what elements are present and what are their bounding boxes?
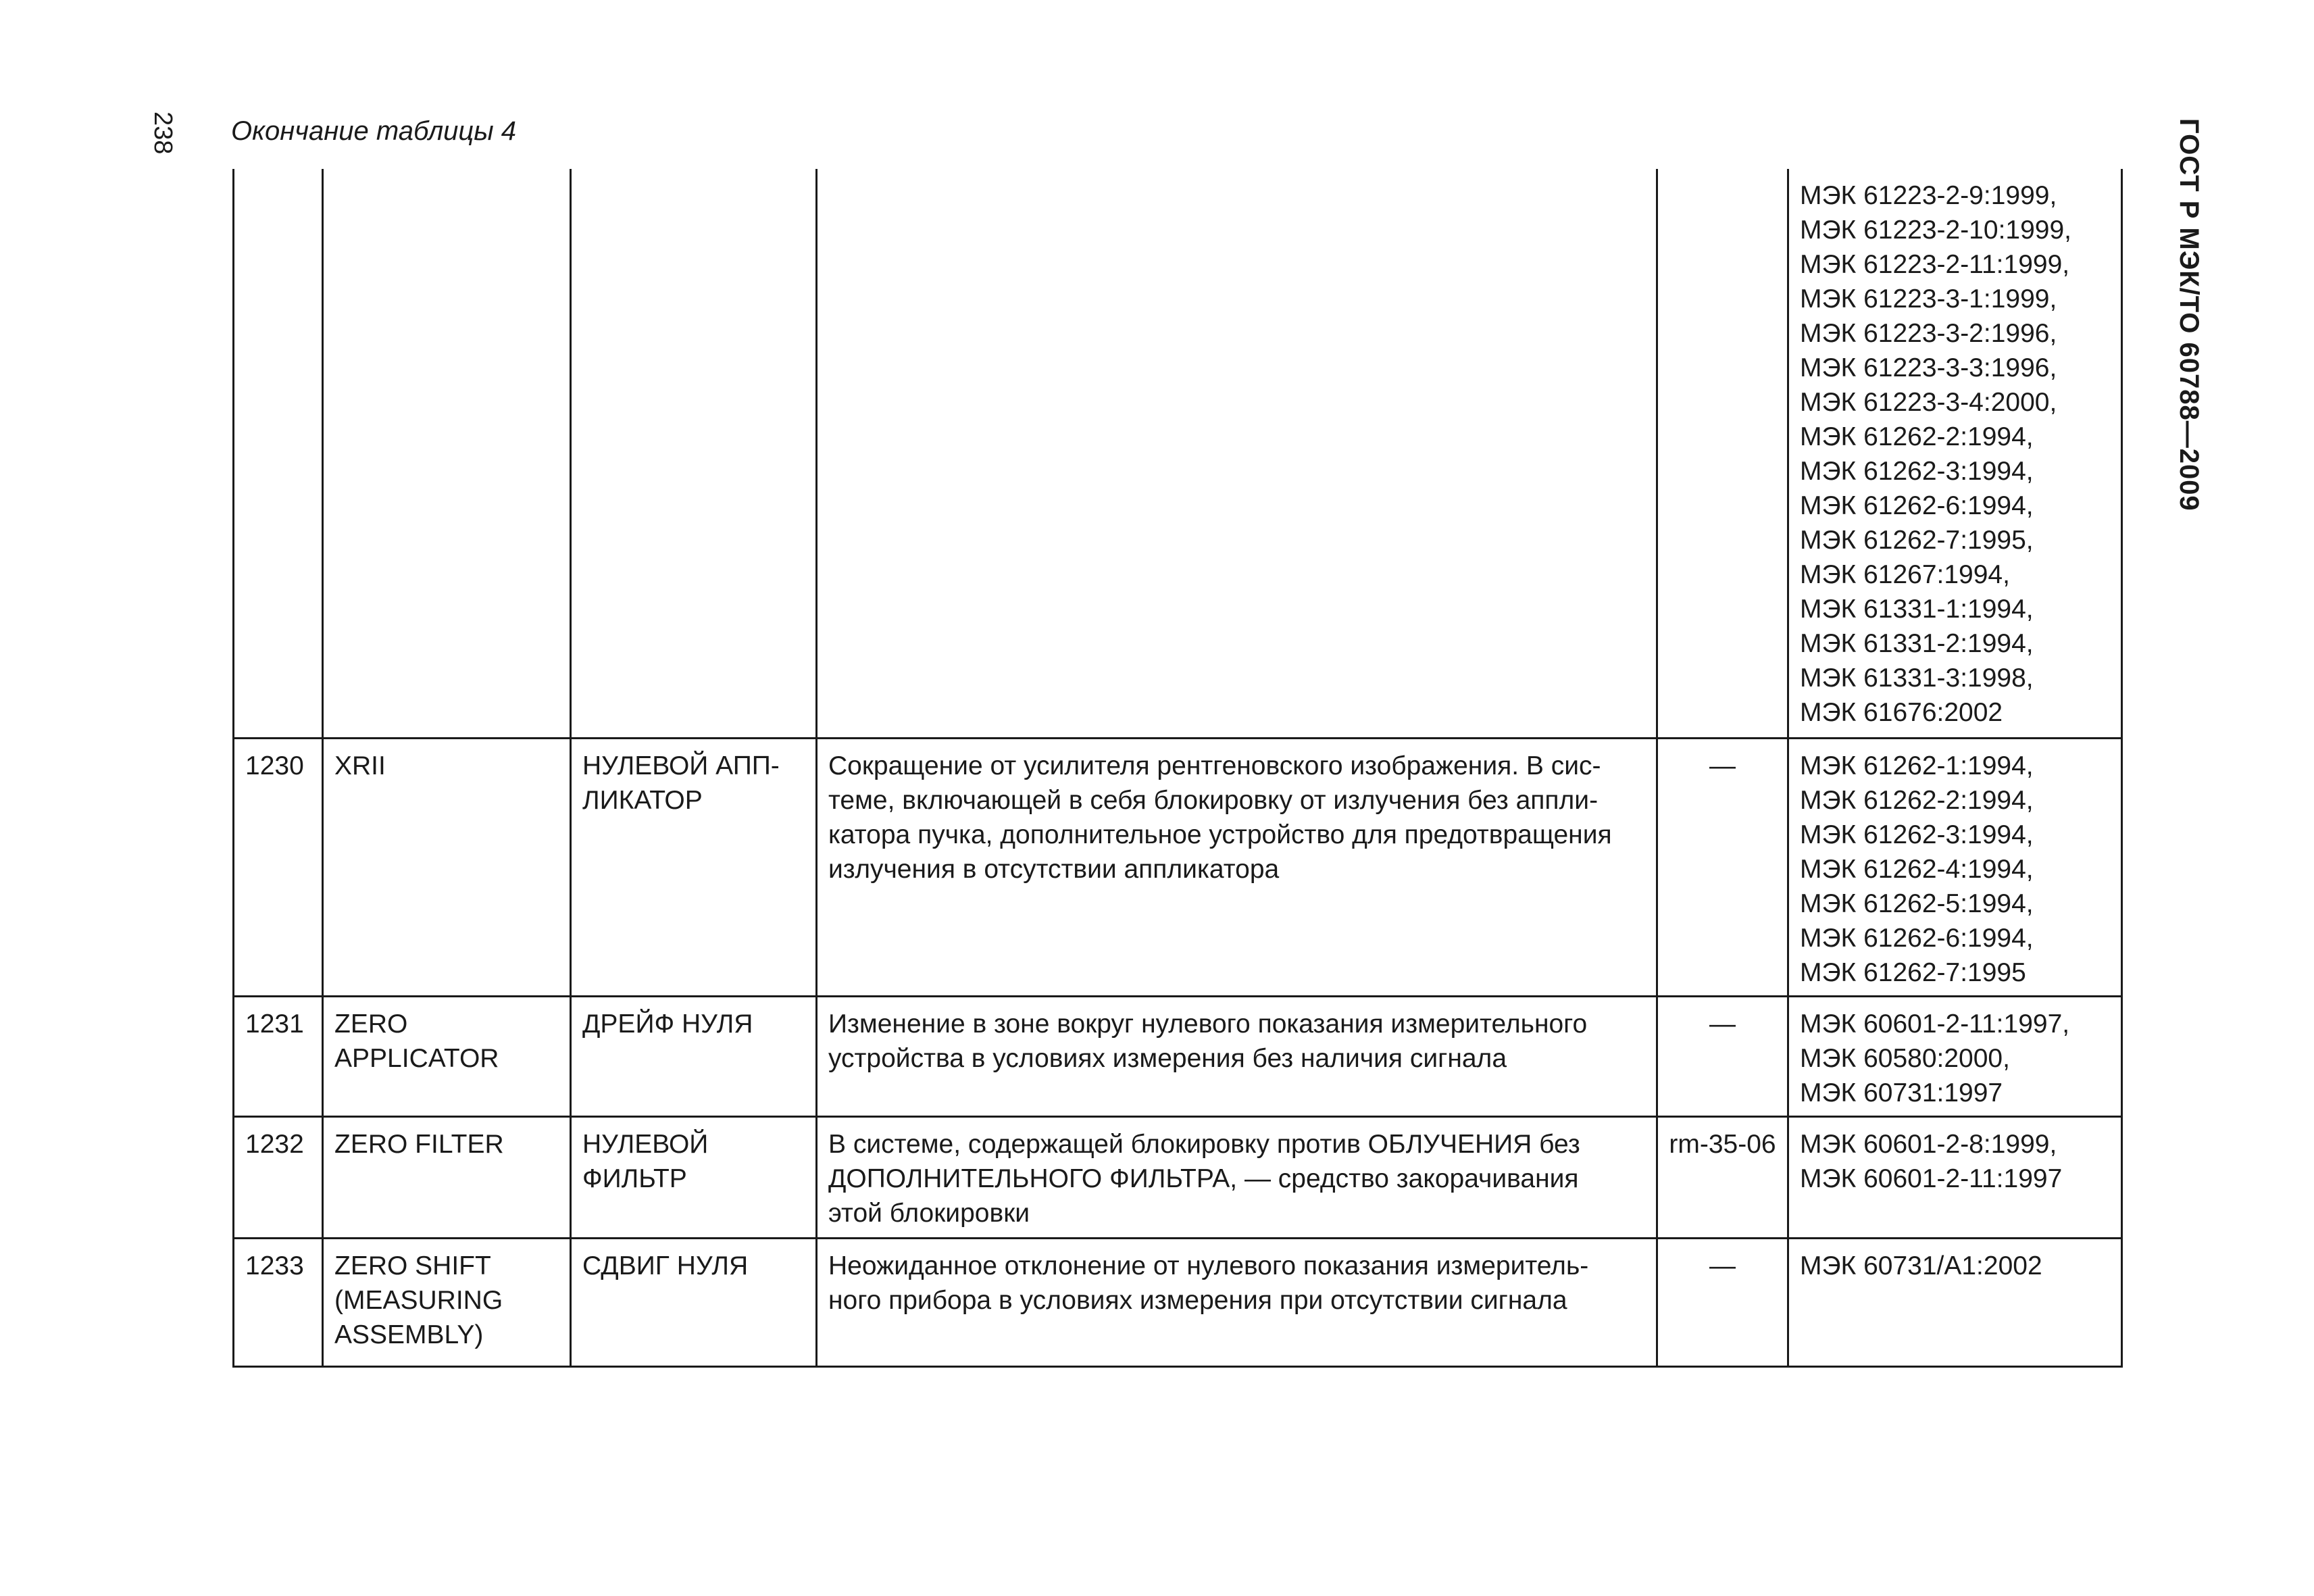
standard-item: МЭК 60580:2000, — [1800, 1043, 2010, 1073]
standard-item: МЭК 61262-4:1994, — [1800, 854, 2034, 884]
term-definition — [817, 1238, 1657, 1366]
definition-line: устройства в условиях измерения без наличия сигнала — [828, 1043, 1507, 1073]
definition-line: В системе, содержащей блокировку против ОБЛУЧЕНИЯ без — [828, 1129, 1580, 1159]
term-english-line: XRII — [334, 751, 386, 780]
table-row — [234, 996, 2122, 1116]
term-english — [323, 738, 571, 996]
document-header: ГОСТ Р МЭК/ТО 60788—2009 — [2174, 118, 2204, 512]
standard-item: МЭК 61223-3-3:1996, — [1800, 353, 2057, 382]
definition-line: ного прибора в условиях измерения при отсутствии сигнала — [828, 1285, 1567, 1315]
standard-item: МЭК 61267:1994, — [1800, 560, 2010, 589]
term-russian-line: СДВИГ НУЛЯ — [582, 1251, 749, 1280]
term-reference: — — [1657, 738, 1788, 996]
term-russian-line: ДРЕЙФ НУЛЯ — [582, 1009, 753, 1039]
standards-list — [1788, 169, 2122, 738]
terms-table — [232, 169, 2123, 1368]
definition-line: излучения в отсутствии аппликатора — [828, 854, 1280, 884]
standard-item: МЭК 60601-2-11:1997 — [1800, 1164, 2063, 1193]
term-russian — [571, 1116, 817, 1238]
term-english-line: (MEASURING — [334, 1285, 503, 1315]
table-row — [234, 738, 2122, 996]
term-russian-line: НУЛЕВОЙ АПП- — [582, 751, 780, 780]
standard-item: МЭК 61223-3-4:2000, — [1800, 388, 2057, 417]
term-english-line: ZERO FILTER — [334, 1129, 504, 1159]
standards-list — [1788, 1116, 2122, 1238]
term-definition — [817, 738, 1657, 996]
terms-table-body — [234, 169, 2122, 1366]
standard-item: МЭК 61262-6:1994, — [1800, 923, 2034, 953]
standard-item: МЭК 61223-2-10:1999, — [1800, 216, 2071, 245]
standard-item: МЭК 61262-2:1994, — [1800, 785, 2034, 815]
term-english-line: APPLICATOR — [334, 1043, 499, 1073]
definition-line: теме, включающей в себя блокировку от излучения без аппли- — [828, 785, 1599, 815]
standard-item: МЭК 60731/А1:2002 — [1800, 1251, 2042, 1280]
term-english — [323, 1116, 571, 1238]
term-number: 1232 — [234, 1116, 323, 1238]
term-english — [323, 169, 571, 738]
definition-line: ДОПОЛНИТЕЛЬНОГО ФИЛЬТРА, — средство закорачивания — [828, 1164, 1579, 1193]
standard-item: МЭК 60601-2-11:1997, — [1800, 1009, 2070, 1039]
standard-item: МЭК 60731:1997 — [1800, 1078, 2003, 1107]
term-russian — [571, 738, 817, 996]
standard-item: МЭК 61331-1:1994, — [1800, 595, 2034, 624]
term-reference: — — [1657, 996, 1788, 1116]
term-english-line: ASSEMBLY) — [334, 1320, 484, 1349]
standard-item: МЭК 61223-2-11:1999, — [1800, 250, 2070, 279]
standard-item: МЭК 61262-3:1994, — [1800, 820, 2034, 849]
standard-item: МЭК 61262-6:1994, — [1800, 491, 2034, 520]
standards-list — [1788, 1238, 2122, 1366]
definition-line: Сокращение от усилителя рентгеновского изображения. В сис- — [828, 751, 1601, 780]
term-number: 1233 — [234, 1238, 323, 1366]
standard-item: МЭК 61331-3:1998, — [1800, 664, 2034, 693]
term-russian-line: ЛИКАТОР — [582, 785, 703, 815]
standard-item: МЭК 61223-3-1:1999, — [1800, 284, 2057, 314]
standard-item: МЭК 61262-7:1995 — [1800, 957, 2026, 987]
term-number: 1231 — [234, 996, 323, 1116]
term-number: 1230 — [234, 738, 323, 996]
table-row — [234, 1238, 2122, 1366]
definition-line: Неожиданное отклонение от нулевого показания измеритель- — [828, 1251, 1589, 1280]
standard-item: МЭК 61223-3-2:1996, — [1800, 319, 2057, 348]
table-row — [234, 169, 2122, 738]
term-english — [323, 996, 571, 1116]
term-russian-line: НУЛЕВОЙ — [582, 1129, 709, 1159]
definition-line: Изменение в зоне вокруг нулевого показания измерительного — [828, 1009, 1588, 1039]
term-russian — [571, 1238, 817, 1366]
term-russian — [571, 996, 817, 1116]
standard-item: МЭК 61262-3:1994, — [1800, 457, 2034, 486]
term-russian-line: ФИЛЬТР — [582, 1164, 687, 1193]
term-english — [323, 1238, 571, 1366]
definition-line: катора пучка, дополнительное устройство для предотвращения — [828, 820, 1612, 849]
standard-item: МЭК 60601-2-8:1999, — [1800, 1129, 2057, 1159]
standards-list — [1788, 996, 2122, 1116]
term-definition — [817, 169, 1657, 738]
term-reference: — — [1657, 1238, 1788, 1366]
definition-line: этой блокировки — [828, 1198, 1030, 1228]
standard-item: МЭК 61676:2002 — [1800, 698, 2003, 727]
term-definition — [817, 996, 1657, 1116]
table-continuation-title: Окончание таблицы 4 — [231, 116, 517, 146]
standard-item: МЭК 61262-1:1994, — [1800, 751, 2034, 780]
page-number: 238 — [149, 111, 177, 155]
standard-item: МЭК 61262-5:1994, — [1800, 889, 2034, 918]
term-number — [234, 169, 323, 738]
term-reference — [1657, 169, 1788, 738]
table-row — [234, 1116, 2122, 1238]
term-english-line: ZERO — [334, 1009, 408, 1039]
standard-item: МЭК 61331-2:1994, — [1800, 629, 2034, 658]
term-reference: rm-35-06 — [1657, 1116, 1788, 1238]
term-russian — [571, 169, 817, 738]
standard-item: МЭК 61223-2-9:1999, — [1800, 181, 2057, 210]
term-english-line: ZERO SHIFT — [334, 1251, 491, 1280]
standards-list — [1788, 738, 2122, 996]
standard-item: МЭК 61262-2:1994, — [1800, 422, 2034, 451]
standard-item: МЭК 61262-7:1995, — [1800, 526, 2034, 555]
term-definition — [817, 1116, 1657, 1238]
